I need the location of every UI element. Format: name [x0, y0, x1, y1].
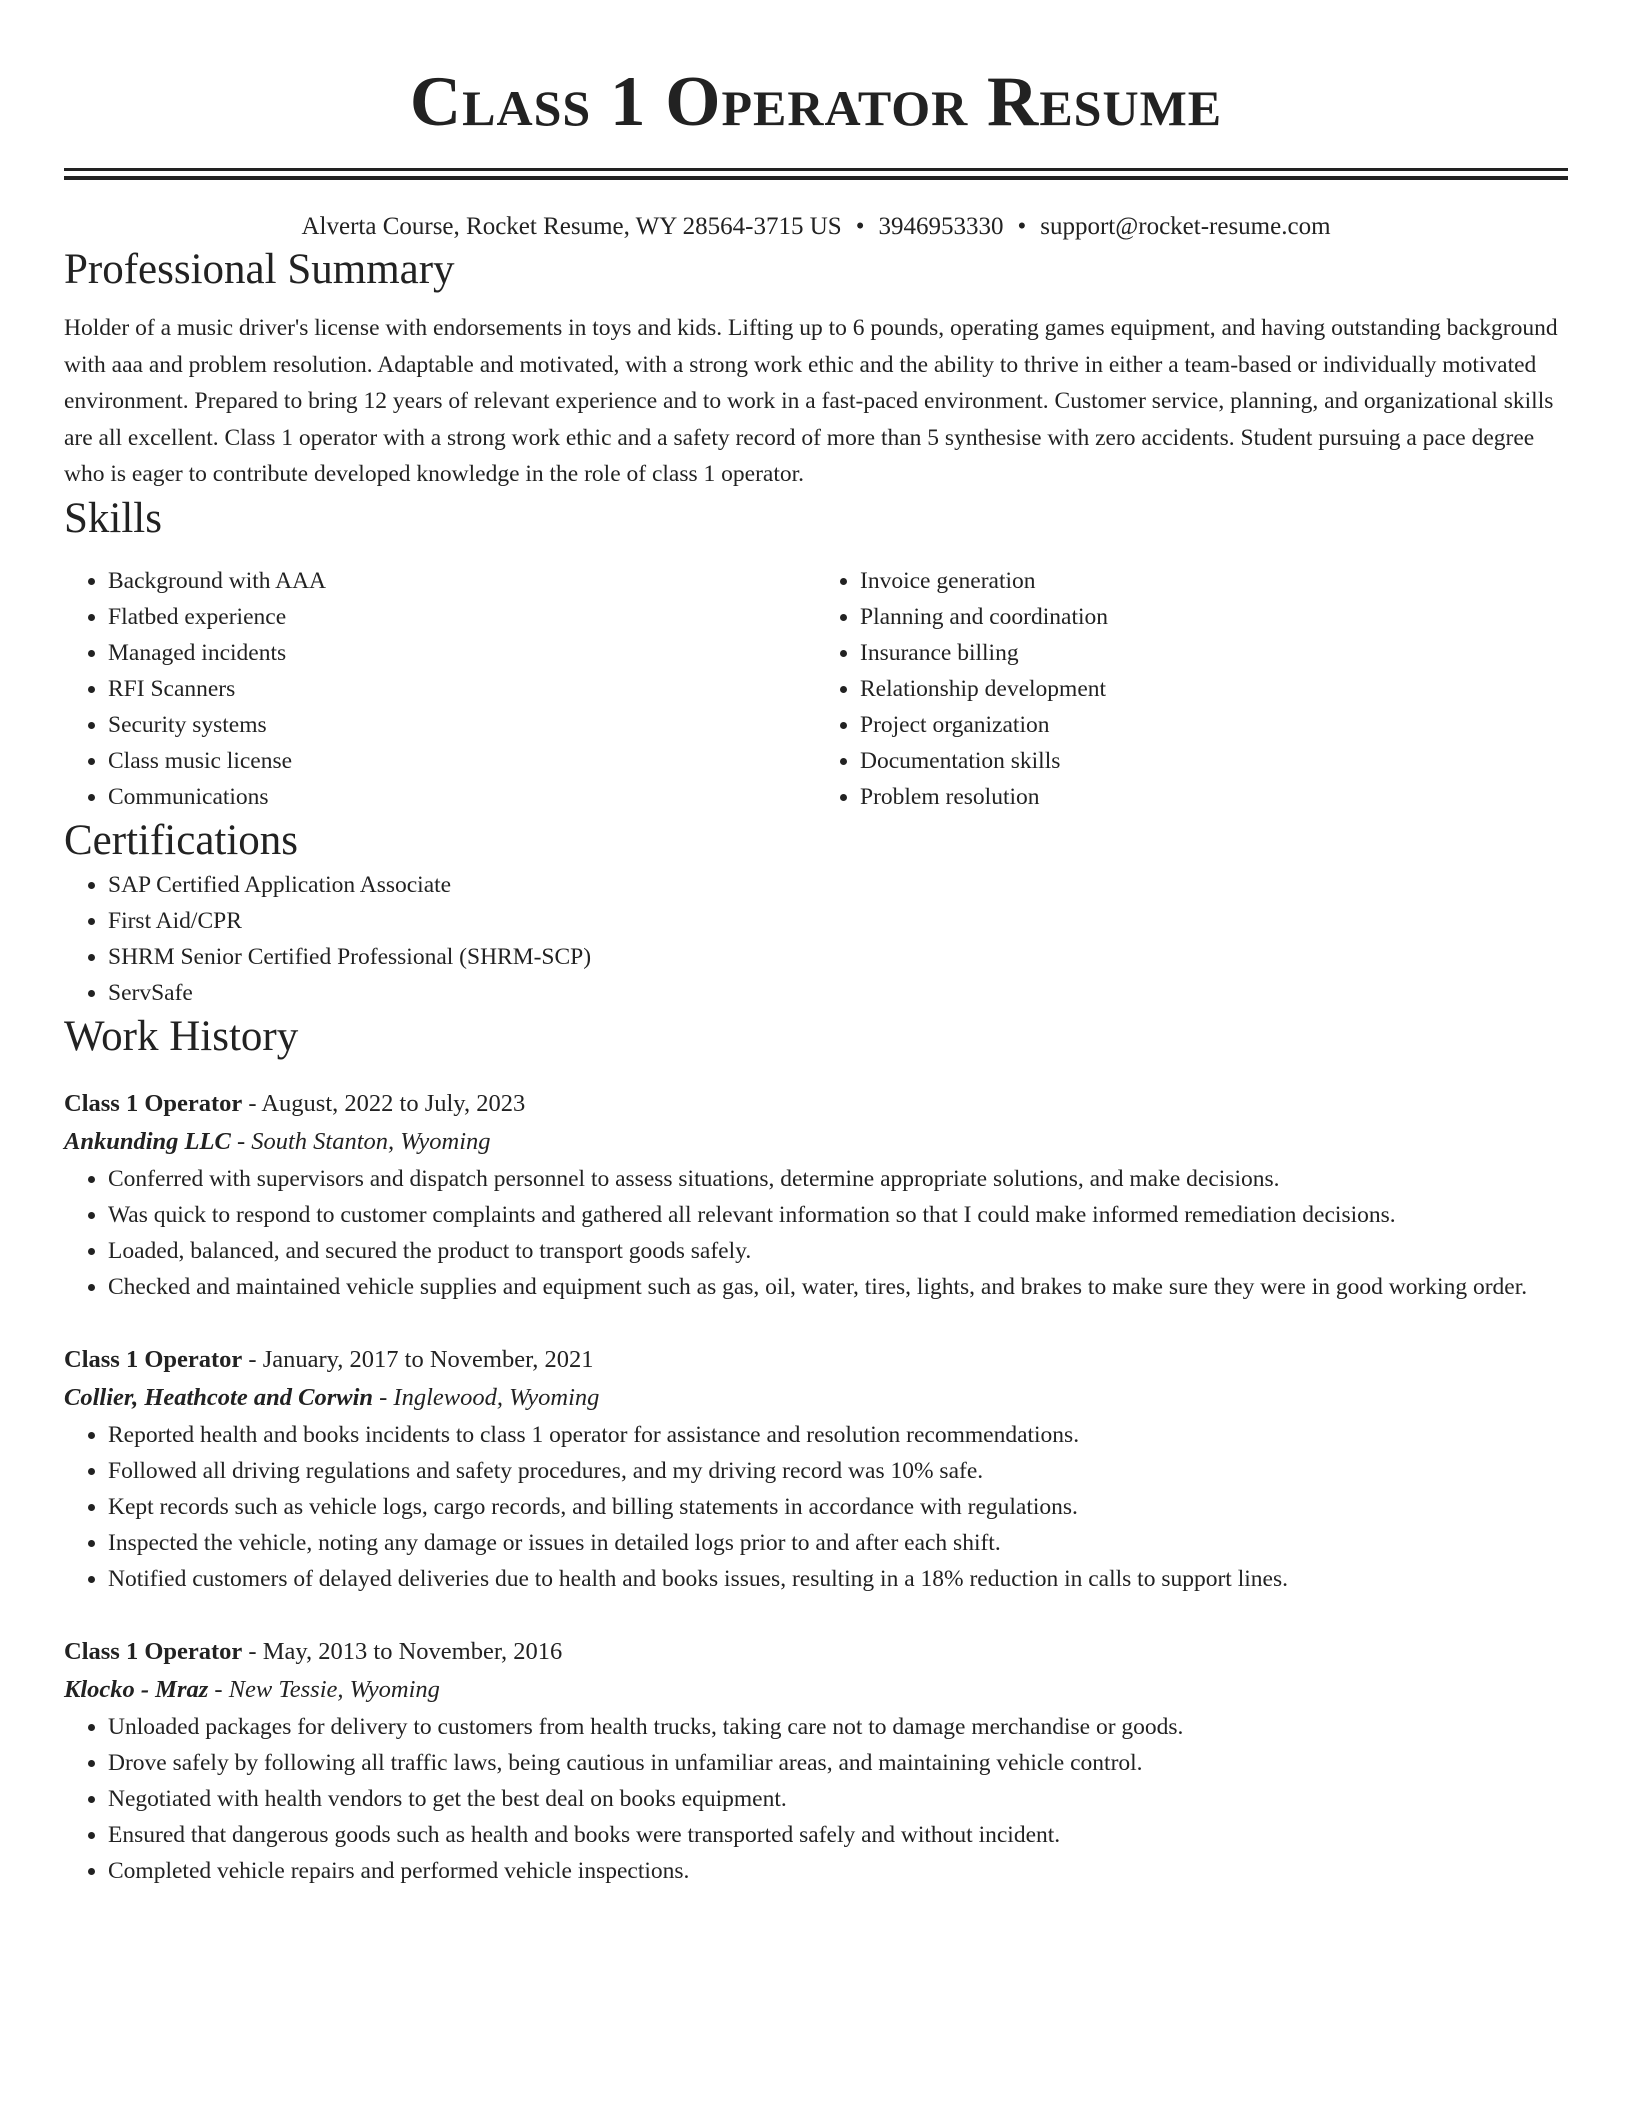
skills-heading: Skills	[64, 494, 162, 542]
duty-item: • Ensured that dangerous goods such as health and books were transported safely and without incident.	[108, 1817, 1568, 1853]
contact-separator: •	[855, 213, 865, 240]
duty-item: • Unloaded packages for delivery to customers from health trucks, taking care not to damage merchandise or goods.	[108, 1709, 1568, 1745]
duty-item: • Negotiated with health vendors to get the best deal on books equipment.	[108, 1781, 1568, 1817]
company-location: - South Stanton, Wyoming	[230, 1127, 491, 1155]
job-title-line	[64, 1633, 1568, 1671]
duty-item: • Loaded, balanced, and secured the product to transport goods safely.	[108, 1233, 1568, 1269]
company-name: Klocko - Mraz	[64, 1675, 209, 1703]
certifications-list	[64, 867, 1568, 1011]
certification-item: • ServSafe	[108, 975, 1568, 1011]
certification-item: • First Aid/CPR	[108, 903, 1568, 939]
skill-item: • Communications	[108, 779, 816, 815]
skill-item: • Managed incidents	[108, 635, 816, 671]
job-title: Class 1 Operator	[64, 1637, 243, 1665]
contact-phone: 3946953330	[878, 213, 1004, 240]
skills-list-left	[64, 563, 816, 815]
certification-item: • SHRM Senior Certified Professional (SHRM-SCP)	[108, 939, 1568, 975]
contact-separator: •	[1017, 213, 1027, 240]
job-title-line	[64, 1085, 1568, 1123]
job-duties	[64, 1709, 1568, 1889]
resume-title: Class 1 Operator Resume	[409, 63, 1223, 141]
contact-address: Alverta Course, Rocket Resume, WY 28564-3715 US	[301, 213, 842, 240]
skill-item: • Security systems	[108, 707, 816, 743]
duty-item: • Notified customers of delayed deliveries due to health and books issues, resulting in a 18% reduction in calls to support lines.	[108, 1561, 1568, 1597]
skill-item: • Invoice generation	[860, 563, 1568, 599]
duty-item: • Inspected the vehicle, noting any damage or issues in detailed logs prior to and after each shift.	[108, 1525, 1568, 1561]
duty-item: • Checked and maintained vehicle supplies and equipment such as gas, oil, water, tires, lights, and brakes to make sure they were in good working order.	[108, 1269, 1568, 1305]
duty-item: • Followed all driving regulations and safety procedures, and my driving record was 10% safe.	[108, 1453, 1568, 1489]
skill-item: • Relationship development	[860, 671, 1568, 707]
certification-item: • SAP Certified Application Associate	[108, 867, 1568, 903]
skill-item: • Documentation skills	[860, 743, 1568, 779]
company-line	[64, 1123, 1568, 1161]
skill-item: • Class music license	[108, 743, 816, 779]
company-line	[64, 1671, 1568, 1709]
company-location: - New Tessie, Wyoming	[208, 1675, 440, 1703]
skill-item: • Problem resolution	[860, 779, 1568, 815]
job-duties	[64, 1161, 1568, 1305]
duty-item: • Kept records such as vehicle logs, cargo records, and billing statements in accordance with regulations.	[108, 1489, 1568, 1525]
duty-item: • Completed vehicle repairs and performed vehicle inspections.	[108, 1853, 1568, 1889]
company-line	[64, 1379, 1568, 1417]
duty-item: • Was quick to respond to customer complaints and gathered all relevant information so that I could make informed remediation decisions.	[108, 1197, 1568, 1233]
duty-item: • Conferred with supervisors and dispatch personnel to assess situations, determine appropriate solutions, and make decisions.	[108, 1161, 1568, 1197]
skill-item: • Planning and coordination	[860, 599, 1568, 635]
job-dates: - August, 2022 to July, 2023	[242, 1089, 526, 1117]
contact-line	[64, 210, 1568, 244]
certifications-heading: Certifications	[64, 816, 299, 864]
job-dates: - January, 2017 to November, 2021	[242, 1345, 594, 1373]
company-name: Collier, Heathcote and Corwin	[64, 1383, 374, 1411]
duty-item: • Reported health and books incidents to class 1 operator for assistance and resolution recommendations.	[108, 1417, 1568, 1453]
skill-item: • Flatbed experience	[108, 599, 816, 635]
summary-heading: Professional Summary	[64, 246, 455, 293]
work-history-heading: Work History	[64, 1012, 299, 1060]
skill-item: • Insurance billing	[860, 635, 1568, 671]
skill-item: • RFI Scanners	[108, 671, 816, 707]
job-dates: - May, 2013 to November, 2016	[242, 1637, 563, 1665]
company-name: Ankunding LLC	[64, 1127, 231, 1155]
title-divider	[64, 168, 1568, 180]
job-title: Class 1 Operator	[64, 1089, 243, 1117]
job-entry	[64, 1341, 1568, 1597]
skill-item: • Background with AAA	[108, 563, 816, 599]
summary-text: Holder of a music driver's license with endorsements in toys and kids. Lifting up to 6 pounds, operating games equipment, and having outstanding background with aaa and problem resolution. Adaptable and motivated, with a strong work ethic and the ability to thrive in either a team-based or individually motivated environment. Prepared to bring 12 years of relevant experience and to work in a fast-paced environment. Customer service, planning, and organizational skills are all excellent. Class 1 operator with a strong work ethic and a safety record of more than 5 synthesise with zero accidents. Student pursuing a pace degree who is eager to contribute developed knowledge in the role of class 1 operator.	[64, 315, 1558, 487]
contact-email[interactable]: support@rocket-resume.com	[1040, 213, 1331, 240]
job-title-line	[64, 1341, 1568, 1379]
duty-item: • Drove safely by following all traffic laws, being cautious in unfamiliar areas, and maintaining vehicle control.	[108, 1745, 1568, 1781]
company-location: - Inglewood, Wyoming	[373, 1383, 600, 1411]
skills-grid	[64, 563, 1568, 815]
job-entry	[64, 1085, 1568, 1305]
skills-list-right	[816, 563, 1568, 815]
job-duties	[64, 1417, 1568, 1597]
job-title: Class 1 Operator	[64, 1345, 243, 1373]
skill-item: • Project organization	[860, 707, 1568, 743]
job-entry	[64, 1633, 1568, 1889]
